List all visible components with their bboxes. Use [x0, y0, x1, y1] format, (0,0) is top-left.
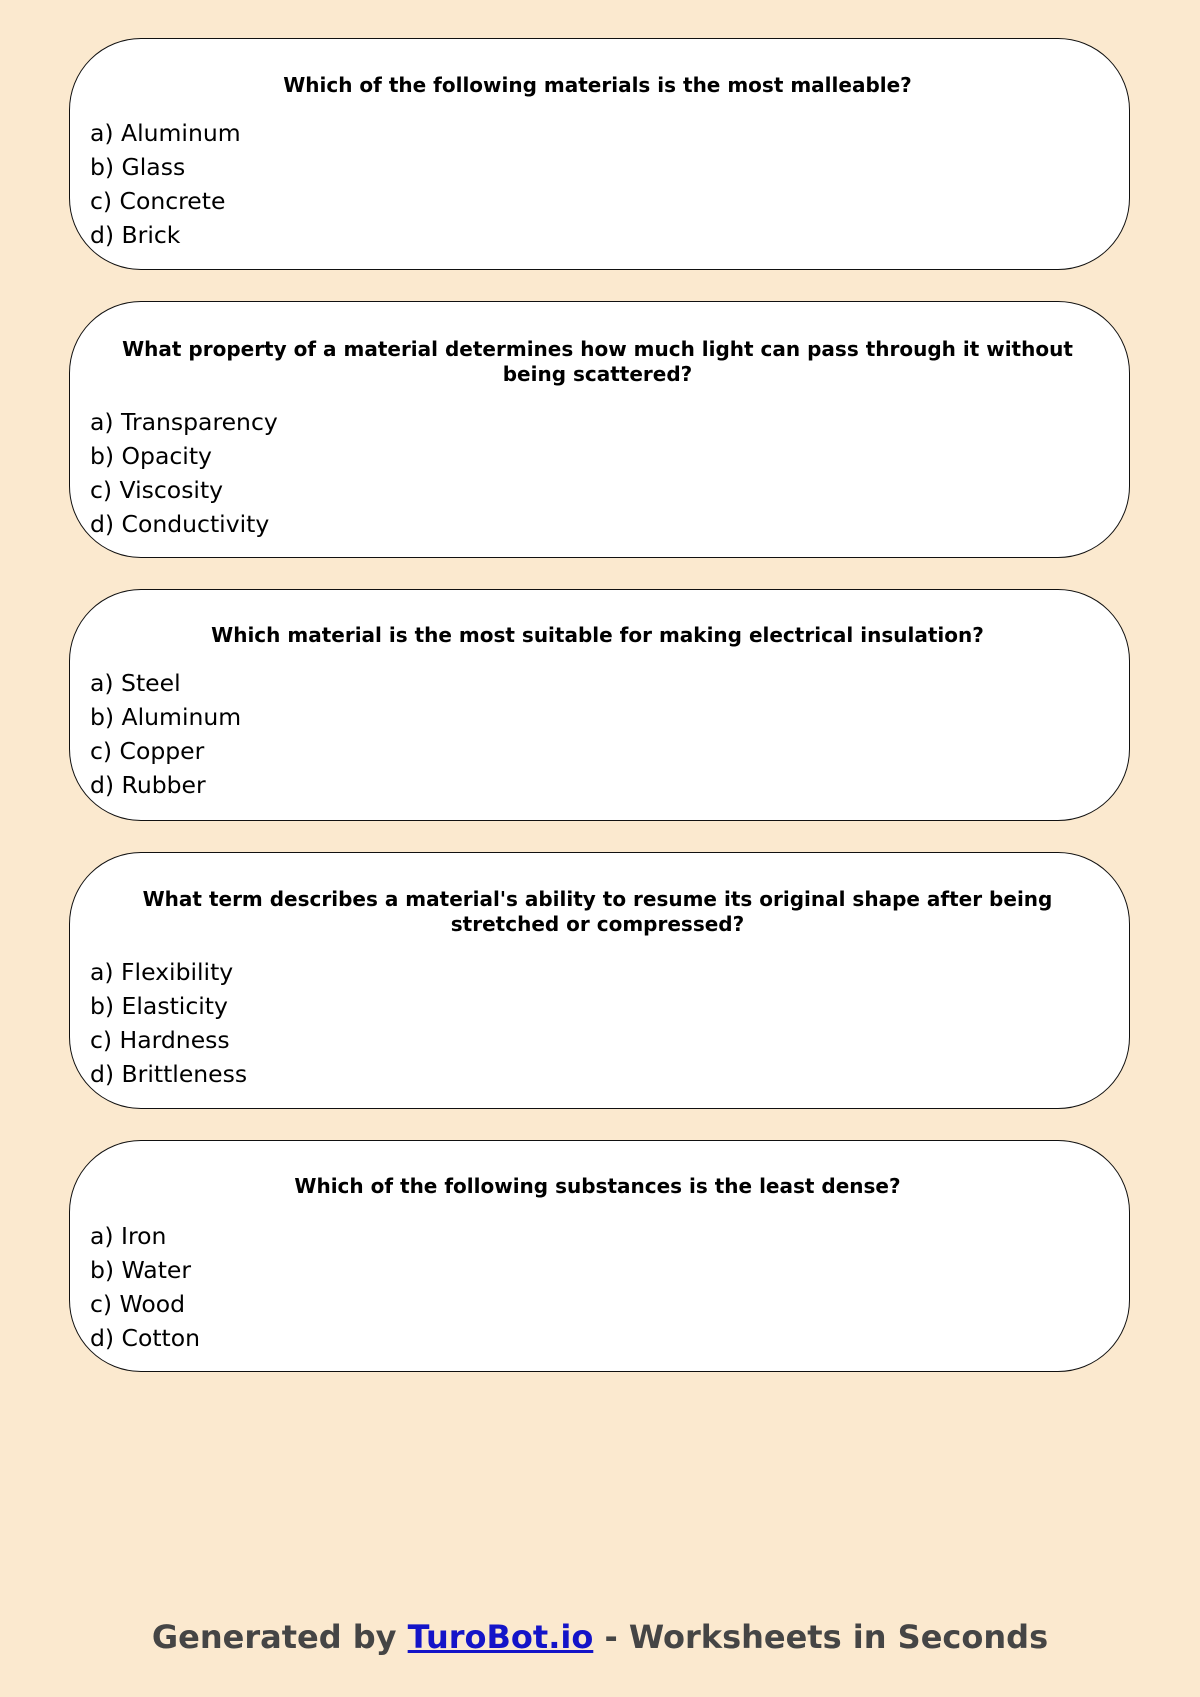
- option-a: a) Iron: [90, 1222, 167, 1250]
- options-list: [70, 955, 1129, 1091]
- option-b: b) Elasticity: [90, 992, 228, 1020]
- option-c: c) Viscosity: [90, 476, 224, 504]
- question-text: What term describes a material's ability to resume its original shape after being stretched or compressed?: [142, 887, 1053, 936]
- question-card: [69, 301, 1130, 558]
- question-text: Which of the following materials is the most malleable?: [283, 73, 912, 97]
- footer: [0, 1618, 1200, 1656]
- footer-prefix: Generated by: [151, 1618, 408, 1656]
- options-list: [70, 666, 1129, 802]
- question-card: [69, 1140, 1130, 1372]
- question-text: Which material is the most suitable for making electrical insulation?: [211, 623, 984, 647]
- question-card: [69, 38, 1130, 270]
- question-card: [69, 852, 1130, 1109]
- question-card: [69, 589, 1130, 821]
- turobot-link[interactable]: TuroBot.io: [407, 1618, 594, 1656]
- option-a: a) Transparency: [90, 408, 278, 436]
- option-d: d) Brittleness: [90, 1060, 248, 1088]
- option-c: c) Wood: [90, 1290, 186, 1318]
- question-text: Which of the following substances is the least dense?: [294, 1174, 901, 1198]
- option-b: b) Opacity: [90, 442, 212, 470]
- option-a: a) Steel: [90, 669, 181, 697]
- option-a: a) Aluminum: [90, 119, 241, 147]
- option-c: c) Copper: [90, 737, 205, 765]
- option-d: d) Conductivity: [90, 510, 270, 538]
- option-d: d) Brick: [90, 221, 181, 249]
- question-text: What property of a material determines how much light can pass through it without being scattered?: [122, 337, 1073, 386]
- option-b: b) Glass: [90, 153, 186, 181]
- options-list: [70, 1219, 1129, 1355]
- option-c: c) Concrete: [90, 187, 226, 215]
- option-d: d) Cotton: [90, 1324, 201, 1352]
- option-b: b) Water: [90, 1256, 192, 1284]
- option-c: c) Hardness: [90, 1026, 230, 1054]
- option-d: d) Rubber: [90, 771, 206, 799]
- options-list: [70, 405, 1129, 541]
- option-a: a) Flexibility: [90, 958, 234, 986]
- option-b: b) Aluminum: [90, 703, 242, 731]
- options-list: [70, 116, 1129, 252]
- footer-suffix: - Worksheets in Seconds: [593, 1618, 1049, 1656]
